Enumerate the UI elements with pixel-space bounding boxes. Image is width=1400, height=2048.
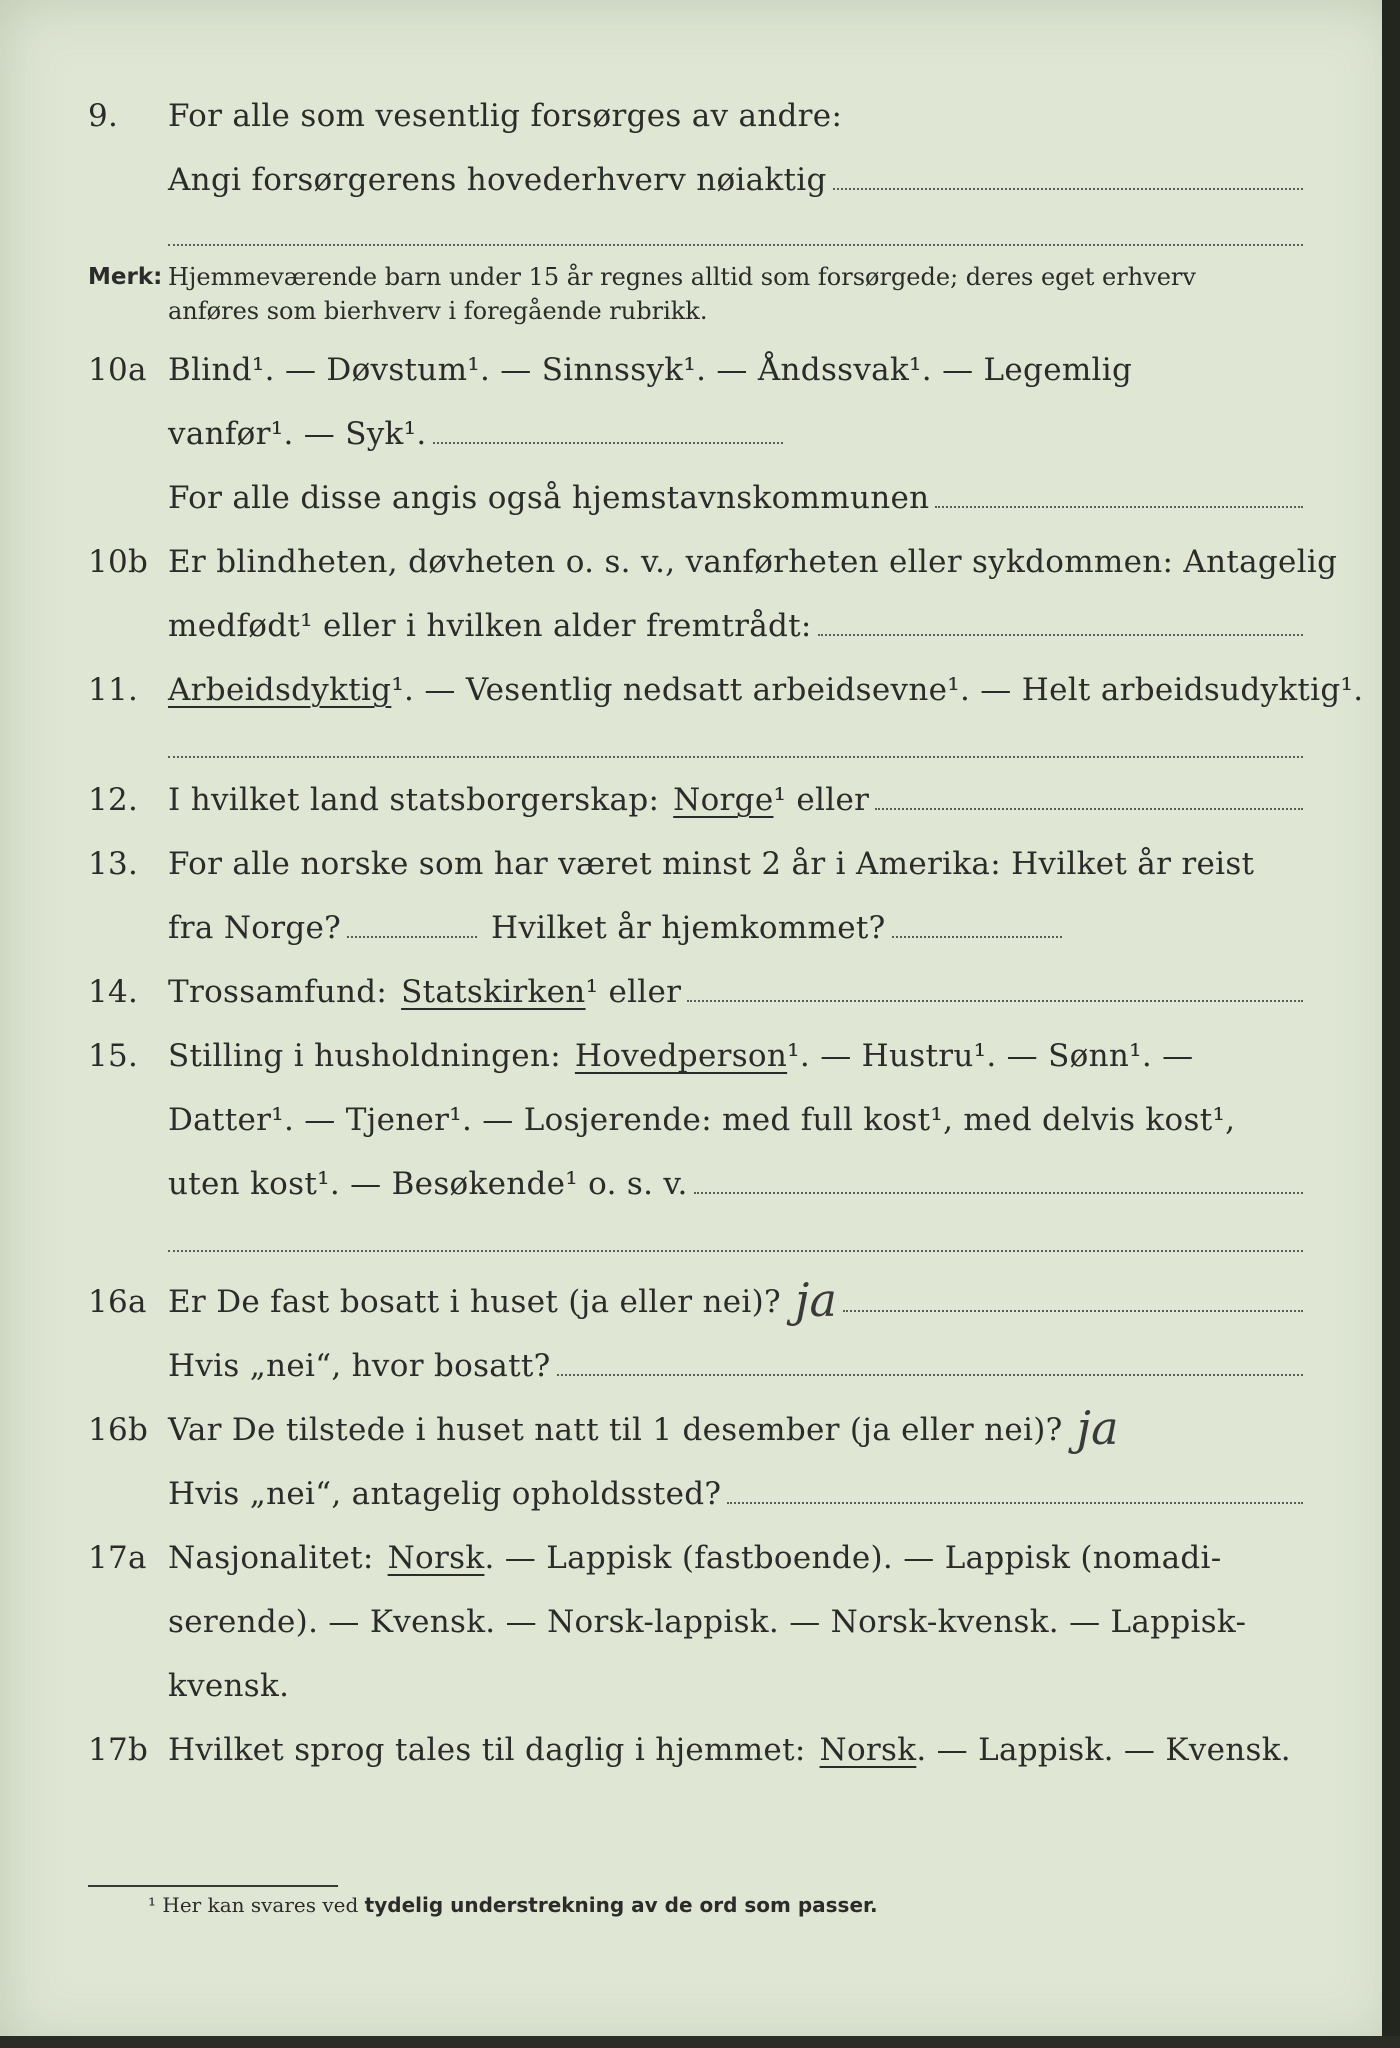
q9-text2: Angi forsørgerens hovederhverv nøiaktig [168, 162, 827, 198]
q10b-number: 10b [88, 544, 149, 580]
q16b-line1 [88, 1384, 1303, 1455]
q17a-line3 [88, 1640, 1303, 1704]
q15-number: 15. [88, 1038, 139, 1074]
q12-line [88, 758, 1303, 818]
q10b-text1: Er blindheten, døvheten o. s. v., vanførheten eller sykdommen: Antagelig [168, 544, 1338, 580]
q15-answer-line[interactable] [694, 1192, 1303, 1194]
q17b-text1: Hvilket sprog tales til daglig i hjemmet: [168, 1732, 806, 1768]
q10a-text2: vanfør¹. — Syk¹. [168, 416, 427, 452]
q11-number: 11. [88, 672, 139, 708]
q12-option-norge[interactable]: Norge [673, 782, 774, 818]
q9-number: 9. [88, 98, 119, 134]
q9-answer-line[interactable] [833, 188, 1303, 190]
q15-line2 [88, 1074, 1303, 1138]
q16a-answer-line[interactable] [843, 1310, 1303, 1312]
q10b-line1 [88, 516, 1338, 580]
merk-note [88, 260, 1303, 328]
q17a-option-norsk[interactable]: Norsk [387, 1540, 485, 1576]
q15-text3: ¹. — Hustru¹. — Sønn¹. — [787, 1038, 1194, 1074]
q14-number: 14. [88, 974, 139, 1010]
q10b-text2: medfødt¹ eller i hvilken alder fremtrådt: [168, 608, 812, 644]
q11-option-arbeidsdyktig[interactable]: Arbeidsdyktig [168, 672, 392, 708]
scan-edge-bottom [0, 2036, 1400, 2048]
q17a-text5: kvensk. [168, 1668, 290, 1704]
q13-text3: Hvilket år hjemkommet? [490, 910, 886, 946]
q17a-number: 17a [88, 1540, 147, 1576]
merk-text2: anføres som bierhverv i foregående rubrikk. [168, 297, 708, 325]
footnote [148, 1893, 878, 1917]
q17a-line1 [88, 1512, 1303, 1576]
q14-option-statskirken[interactable]: Statskirken [401, 974, 586, 1010]
q16a-number: 16a [88, 1284, 147, 1320]
q13-line1 [88, 818, 1303, 882]
q12-number: 12. [88, 782, 139, 818]
footnote-bold: tydelig understrekning av de ord som passer. [364, 1893, 878, 1917]
q16b-answer[interactable]: ja [1076, 1401, 1119, 1455]
q11-line [88, 644, 1364, 708]
merk-label: Merk: [88, 264, 163, 290]
q16b-line2 [88, 1448, 1303, 1512]
q17a-text4: serende). — Kvensk. — Norsk-lappisk. — Norsk-kvensk. — Lappisk- [168, 1604, 1247, 1640]
q16a-line1 [88, 1252, 1303, 1327]
q14-text3: ¹ eller [585, 974, 682, 1010]
q13-text1: For alle norske som har været minst 2 år i Amerika: Hvilket år reist [168, 846, 1255, 882]
q17a-text1: Nasjonalitet: [168, 1540, 374, 1576]
q9-text1: For alle som vesentlig forsørges av andre: [168, 98, 843, 134]
q14-answer-line[interactable] [687, 1000, 1303, 1002]
q15-option-hovedperson[interactable]: Hovedperson [574, 1038, 788, 1074]
scan-edge-right [1382, 0, 1400, 2048]
q9-line2 [88, 134, 1303, 198]
q10a-line3 [88, 452, 1303, 516]
q15-text1: Stilling i husholdningen: [168, 1038, 561, 1074]
q15-line1 [88, 1010, 1303, 1074]
q13-number: 13. [88, 846, 139, 882]
q14-line [88, 946, 1303, 1010]
merk-text1: Hjemmeværende barn under 15 år regnes alltid som forsørgede; deres eget erhverv [168, 263, 1196, 291]
q10a-text3: For alle disse angis også hjemstavnskommunen [168, 480, 930, 516]
q10b-line2 [88, 580, 1303, 644]
footnote-mark: ¹ [148, 1893, 157, 1917]
q16b-text1: Var De tilstede i huset natt til 1 desember (ja eller nei)? [168, 1412, 1063, 1448]
q13-text2: fra Norge? [168, 910, 342, 946]
q12-text1: I hvilket land statsborgerskap: [168, 782, 660, 818]
form-content [88, 98, 1364, 1768]
q16b-answer-line[interactable] [727, 1502, 1303, 1504]
q12-text3: ¹ eller [773, 782, 870, 818]
q17a-text3: . — Lappisk (fastboende). — Lappisk (nomadi- [484, 1540, 1222, 1576]
q13-hjemkommet-line[interactable] [892, 936, 1062, 938]
footnote-rule [88, 1885, 338, 1887]
q10a-text1: Blind¹. — Døvstum¹. — Sinnssyk¹. — Åndssvak¹. — Legemlig [168, 352, 1133, 388]
q15-text5: uten kost¹. — Besøkende¹ o. s. v. [168, 1166, 688, 1202]
q10a-line1 [88, 328, 1303, 388]
q13-line2 [88, 882, 1303, 946]
q17b-option-norsk[interactable]: Norsk [819, 1732, 917, 1768]
q16a-answer[interactable]: ja [794, 1273, 838, 1327]
q10a-answer-line[interactable] [433, 442, 783, 444]
q16a-line2 [88, 1320, 1303, 1384]
q17b-text3: . — Lappisk. — Kvensk. [916, 1732, 1291, 1768]
q15-line3 [88, 1138, 1303, 1202]
q10b-answer-line[interactable] [818, 634, 1303, 636]
q16b-number: 16b [88, 1412, 149, 1448]
q15-text4: Datter¹. — Tjener¹. — Losjerende: med full kost¹, med delvis kost¹, [168, 1102, 1236, 1138]
q10a-number: 10a [88, 352, 147, 388]
q17a-line2 [88, 1576, 1303, 1640]
q11-text: ¹. — Vesentlig nedsatt arbeidsevne¹. — Helt arbeidsudyktig¹. [391, 672, 1364, 708]
q16a-text2: Hvis „nei“, hvor bosatt? [168, 1348, 551, 1384]
q16a-text1: Er De fast bosatt i huset (ja eller nei)? [168, 1284, 781, 1320]
footnote-plain: Her kan svares ved [162, 1893, 359, 1917]
q9-line1 [88, 100, 1303, 134]
q17b-line [88, 1704, 1303, 1768]
q10a-line2 [88, 388, 1303, 452]
q17b-number: 17b [88, 1732, 149, 1768]
q16b-text2: Hvis „nei“, antagelig opholdssted? [168, 1476, 722, 1512]
q10a-hjemstavn-line[interactable] [935, 506, 1303, 508]
q16a-bosatt-line[interactable] [557, 1374, 1303, 1376]
q14-text1: Trossamfund: [168, 974, 388, 1010]
q13-reist-line[interactable] [347, 936, 477, 938]
q9-answer-line-2[interactable] [168, 244, 1303, 246]
q12-answer-line[interactable] [875, 808, 1303, 810]
